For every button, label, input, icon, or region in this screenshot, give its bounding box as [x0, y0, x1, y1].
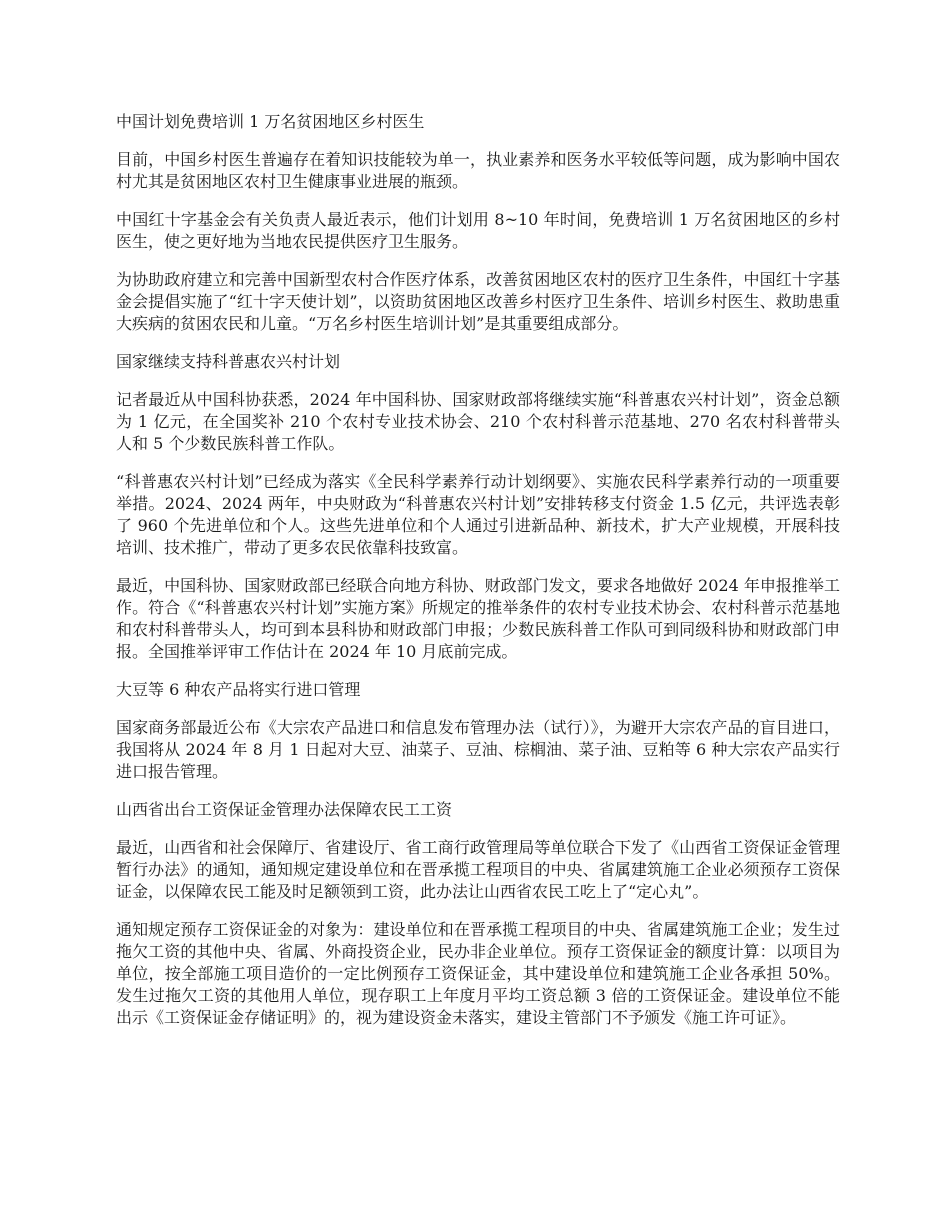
article-paragraph: 国家商务部最近公布《大宗农产品进口和信息发布管理办法（试行）》，为避开大宗农产品的盲目进口，我国将从 2024 年 8 月 1 日起对大豆、油菜子、豆油、棕榈油、菜子油、豆粕等 6 种大宗农产品实行进口报告管理。 [116, 718, 840, 781]
article-rural-doctors [116, 111, 840, 335]
document-body [116, 111, 840, 1045]
article-paragraph: 最近，中国科协、国家财政部已经联合向地方科协、财政部门发文，要求各地做好 2024 年申报推举工作。符合《“科普惠农兴村计划”实施方案》所规定的推举条件的农村专业技术协会、农村科普示范基地和农村科普带头人，均可到本县科协和财政部门申报；少数民族科普工作队可到同级科协和财政部门申报。全国推举评审工作估计在 2024 年 10 月底前完成。 [116, 576, 840, 661]
article-title: 国家继续支持科普惠农兴村计划 [116, 352, 341, 371]
article-paragraph: 记者最近从中国科协获悉，2024 年中国科协、国家财政部将继续实施“科普惠农兴村计划”，资金总额为 1 亿元，在全国奖补 210 个农村专业技术协会、210 个农村科普示范基地、270 名农村科普带头人和 5 个少数民族科普工作队。 [116, 390, 840, 453]
article-paragraph: 最近，山西省和社会保障厅、省建设厅、省工商行政管理局等单位联合下发了《山西省工资保证金管理暂行办法》的通知，通知规定建设单位和在晋承揽工程项目的中央、省属建筑施工企业必须预存工资保证金，以保障农民工能及时足额领到工资，此办法让山西省农民工吃上了“定心丸”。 [116, 838, 840, 901]
article-title: 中国计划免费培训 1 万名贫困地区乡村医生 [116, 112, 425, 131]
article-paragraph: 为协助政府建立和完善中国新型农村合作医疗体系，改善贫困地区农村的医疗卫生条件，中国红十字基金会提倡实施了“红十字天使计划”，以资助贫困地区改善乡村医疗卫生条件、培训乡村医生、救助患重大疾病的贫困农民和儿童。“万名乡村医生培训计划”是其重要组成部分。 [116, 270, 840, 333]
article-paragraph: 中国红十字基金会有关负责人最近表示，他们计划用 8~10 年时间，免费培训 1 万名贫困地区的乡村医生，使之更好地为当地农民提供医疗卫生服务。 [116, 210, 840, 251]
article-paragraph: “科普惠农兴村计划”已经成为落实《全民科学素养行动计划纲要》、实施农民科学素养行动的一项重要举措。2024、2024 两年，中央财政为“科普惠农兴村计划”安排转移支付资金 1.5 亿元，共评选表彰了 960 个先进单位和个人。这些先进单位和个人通过引进新品种、新技术，扩大产业规模，开展科技培训、技术推广，带动了更多农民依靠科技致富。 [116, 472, 840, 557]
article-paragraph: 目前，中国乡村医生普遍存在着知识技能较为单一，执业素养和医务水平较低等问题，成为影响中国农村尤其是贫困地区农村卫生健康事业进展的瓶颈。 [116, 150, 840, 191]
article-title: 大豆等 6 种农产品将实行进口管理 [116, 680, 361, 699]
article-title: 山西省出台工资保证金管理办法保障农民工工资 [116, 800, 453, 819]
article-paragraph: 通知规定预存工资保证金的对象为：建设单位和在晋承揽工程项目的中央、省属建筑施工企业；发生过拖欠工资的其他中央、省属、外商投资企业，民办非企业单位。预存工资保证金的额度计算：以项目为单位，按全部施工项目造价的一定比例预存工资保证金，其中建设单位和建筑施工企业各承担 50%。发生过拖欠工资的其他用人单位，现存职工上年度月平均工资总额 3 倍的工资保证金。建设单位不能出示《工资保证金存储证明》的，视为建设资金未落实，建设主管部门不予颁发《施工许可证》。 [116, 920, 840, 1027]
article-soybean-import [116, 679, 840, 783]
article-shanxi-wages [116, 799, 840, 1029]
article-science-villages [116, 351, 840, 663]
